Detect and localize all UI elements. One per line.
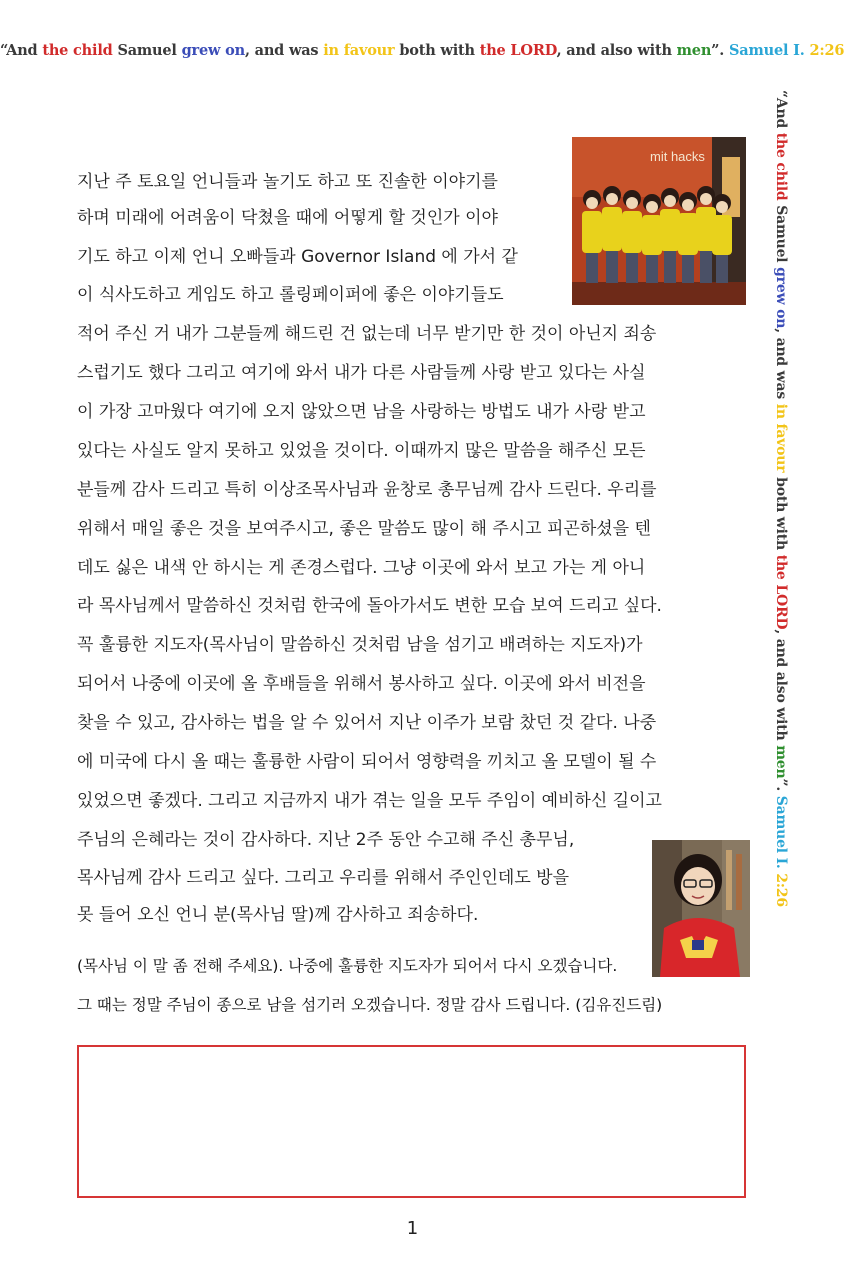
verse-text: And [773, 97, 789, 133]
verse-text: the LORD [773, 554, 789, 630]
verse-text: grew on [773, 267, 789, 329]
verse-text: 2:26 [804, 42, 844, 59]
page-number: 1 [406, 1218, 419, 1239]
comment-box [77, 1045, 746, 1198]
body-line: 적어 주신 거 내가 그분들께 해드린 건 없는데 너무 받기만 한 것이 아닌지 죄송 [77, 324, 657, 344]
body-line: 되어서 나중에 이곳에 올 후배들을 위해서 봉사하고 싶다. 이곳에 와서 비전을 [77, 674, 646, 694]
verse-text: Samuel [773, 200, 789, 268]
body-line: 이 가장 고마웠다 여기에 오지 않았으면 남을 사랑하는 방법도 내가 사랑 받고 [77, 402, 646, 422]
verse-text: “ [773, 90, 789, 98]
body-line: 위해서 매일 좋은 것을 보여주시고, 좋은 말씀도 많이 해 주시고 피곤하셨을 텐 [77, 519, 651, 539]
body-line: 분들께 감사 드리고 특히 이상조목사님과 윤창로 총무님께 감사 드린다. 우리를 [77, 480, 657, 500]
verse-text: both with [394, 42, 480, 59]
body-line: 주님의 은혜라는 것이 감사하다. 지난 2주 동안 수고해 주신 총무님, [77, 830, 575, 850]
verse-text: ”. [773, 778, 789, 796]
verse-text: Samuel I. [729, 42, 805, 59]
body-line: 못 들어 오신 언니 분(목사님 딸)께 감사하고 죄송하다. [77, 905, 479, 925]
verse-text: both with [773, 472, 789, 555]
verse-text: 2:26 [773, 868, 789, 907]
verse-text: Samuel [112, 42, 182, 59]
verse-text: , and was [244, 42, 324, 59]
body-line: 라 목사님께서 말씀하신 것처럼 한국에 돌아가서도 변한 모습 보여 드리고 싶다. [77, 596, 662, 616]
photo-sign-text: mit hacks [650, 149, 705, 164]
portrait-photo-graphic [652, 840, 750, 977]
verse-text: the child [42, 42, 113, 59]
verse-header [0, 42, 844, 59]
verse-text: And [6, 42, 43, 59]
verse-text: grew on [181, 42, 245, 59]
body-line: 꼭 훌륭한 지도자(목사님이 말씀하신 것처럼 남을 섬기고 배려하는 지도자)가 [77, 635, 643, 655]
handwritten-line: (목사님 이 말 좀 전해 주세요). 나중에 훌륭한 지도자가 되어서 다시 오겠습니다. [77, 957, 618, 975]
verse-text: the child [773, 132, 789, 201]
group-photo-graphic [572, 137, 746, 305]
group-photo [572, 137, 746, 305]
verse-text: the LORD [479, 42, 557, 59]
verse-side [773, 90, 789, 907]
verse-text: , and also with [773, 629, 789, 746]
verse-text: Samuel I. [773, 795, 789, 869]
body-line: 에 미국에 다시 올 때는 훌륭한 사람이 되어서 영향력을 끼치고 올 모델이 될 수 [77, 752, 657, 772]
body-line: 기도 하고 이제 언니 오빠들과 Governor Island 에 가서 같 [77, 247, 518, 267]
portrait-photo [652, 840, 750, 977]
body-line: 찾을 수 있고, 감사하는 법을 알 수 있어서 지난 이주가 보람 찼던 것 같다. 나중 [77, 713, 657, 733]
verse-text: “ [0, 42, 7, 59]
verse-text: in favour [323, 42, 395, 59]
body-line: 목사님께 감사 드리고 싶다. 그리고 우리를 위해서 주인인데도 방을 [77, 868, 570, 888]
body-line: 있었으면 좋겠다. 그리고 지금까지 내가 겪는 일을 모두 주임이 예비하신 길이고 [77, 791, 662, 811]
body-line: 있다는 사실도 알지 못하고 있었을 것이다. 이때까지 많은 말씀을 해주신 모든 [77, 441, 646, 461]
verse-text: in favour [773, 403, 789, 473]
body-line: 스럽기도 했다 그리고 여기에 와서 내가 다른 사람들께 사랑 받고 있다는 사실 [77, 363, 646, 383]
body-line: 이 식사도하고 게임도 하고 롤링페이퍼에 좋은 이야기들도 [77, 285, 504, 305]
body-line: 데도 싫은 내색 안 하시는 게 존경스럽다. 그냥 이곳에 와서 보고 가는 게 아니 [77, 558, 646, 578]
verse-text: , and also with [556, 42, 677, 59]
verse-text: men [676, 42, 712, 59]
verse-text: , and was [773, 328, 789, 404]
verse-text: ”. [711, 42, 730, 59]
verse-text: men [773, 745, 789, 779]
handwritten-line: 그 때는 정말 주님이 종으로 남을 섬기러 오겠습니다. 정말 감사 드립니다. (김유진드림) [77, 996, 663, 1014]
body-line: 하며 미래에 어려움이 닥쳤을 때에 어떻게 할 것인가 이야 [77, 208, 498, 228]
body-line: 지난 주 토요일 언니들과 놀기도 하고 또 진솔한 이야기를 [77, 172, 498, 192]
